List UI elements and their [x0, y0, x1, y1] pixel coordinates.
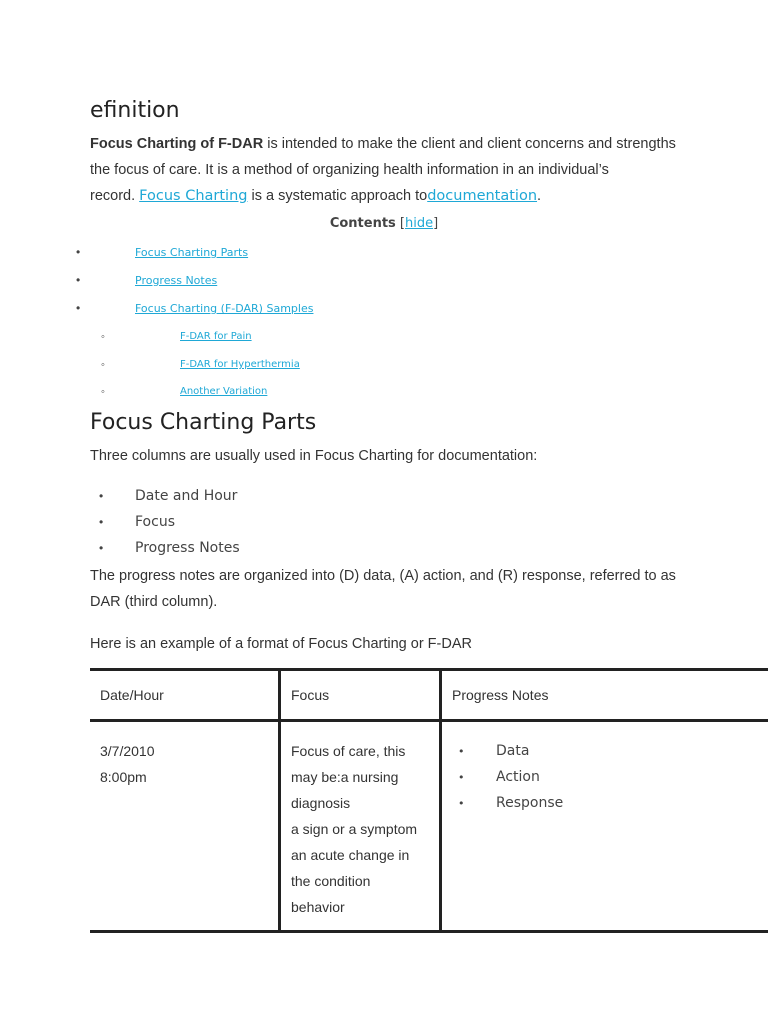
list-item [452, 790, 768, 816]
intro-text-5: . [537, 188, 542, 204]
focus-line: an acute change in [291, 847, 410, 863]
table-header-focus: Focus [280, 670, 441, 721]
table-cell-progress-notes [441, 721, 768, 932]
list-bullet: • [99, 489, 104, 503]
table-header-row [90, 670, 768, 721]
focus-line: Focus of care, this [291, 743, 406, 759]
section-heading-focus-charting-parts: Focus Charting Parts [90, 410, 317, 435]
table-row [90, 721, 768, 932]
intro-text-3: record. [90, 188, 140, 204]
focus-line: diagnosis [291, 795, 351, 811]
intro-text-4: is a systematic approach to [247, 188, 428, 204]
table-cell-focus [280, 721, 441, 932]
intro-bold-term: Focus Charting of F-DAR [90, 136, 264, 152]
toc-bullet: • [76, 301, 81, 315]
toc-item-fdar-samples[interactable]: Focus Charting (F-DAR) Samples [135, 302, 314, 315]
list-item [452, 738, 768, 764]
toc-sub-bullet: ◦ [101, 386, 105, 398]
toc-item-focus-charting-parts[interactable]: Focus Charting Parts [135, 246, 249, 259]
progress-note-data: Data [496, 743, 530, 759]
table-date: 3/7/2010 [100, 743, 155, 759]
table-header-progress-notes: Progress Notes [441, 670, 768, 721]
dar-explanation-line-2: DAR (third column). [90, 594, 218, 610]
toc-bullet: • [76, 245, 81, 259]
toc-sub-bullet: ◦ [101, 359, 105, 371]
contents-open-bracket: [ [399, 216, 405, 231]
table-of-contents-header [0, 216, 768, 231]
progress-note-action: Action [496, 769, 540, 785]
list-bullet: • [99, 541, 104, 555]
list-bullet: • [458, 797, 465, 810]
toc-item-progress-notes[interactable]: Progress Notes [135, 274, 218, 287]
focus-line: behavior [291, 899, 345, 915]
section-heading-definition: efinition [90, 98, 180, 123]
example-intro-text: Here is an example of a format of Focus Charting or F-DAR [90, 636, 472, 652]
list-bullet: • [458, 745, 465, 758]
dar-explanation-paragraph [90, 563, 710, 615]
contents-title: Contents [329, 216, 396, 231]
intro-text-1: is intended to make the client and client concerns and strengths [263, 136, 676, 152]
toc-subitem-fdar-hyperthermia[interactable]: F-DAR for Hyperthermia [180, 359, 300, 370]
list-item [452, 764, 768, 790]
columns-intro-text: Three columns are usually used in Focus Charting for documentation: [90, 448, 538, 464]
focus-charting-link[interactable]: Focus Charting [139, 188, 248, 204]
dar-explanation-line-1: The progress notes are organized into (D) data, (A) action, and (R) response, referred to as [90, 568, 676, 584]
intro-paragraph [90, 131, 690, 209]
list-bullet: • [458, 771, 465, 784]
toc-subitem-another-variation[interactable]: Another Variation [180, 386, 268, 397]
fdar-example-table [90, 668, 768, 933]
focus-line: the condition [291, 873, 371, 889]
progress-note-response: Response [496, 795, 564, 811]
list-bullet: • [99, 515, 104, 529]
focus-line: a sign or a symptom [291, 821, 418, 837]
column-item-progress-notes: Progress Notes [135, 540, 240, 556]
intro-text-2: the focus of care. It is a method of organizing health information in an individual’s [90, 162, 609, 178]
contents-close-bracket: ] [433, 216, 439, 231]
documentation-link[interactable]: documentation [427, 188, 538, 204]
table-time: 8:00pm [100, 769, 147, 785]
toc-subitem-fdar-pain[interactable]: F-DAR for Pain [180, 331, 252, 342]
contents-hide-link[interactable]: hide [405, 216, 434, 231]
progress-notes-list [452, 738, 768, 816]
column-item-date-hour: Date and Hour [135, 488, 238, 504]
column-item-focus: Focus [135, 514, 175, 530]
table-header-date-hour: Date/Hour [90, 670, 280, 721]
table-cell-date-hour [90, 721, 280, 932]
toc-sub-bullet: ◦ [101, 331, 105, 343]
toc-bullet: • [76, 273, 81, 287]
focus-line: may be:a nursing [291, 769, 399, 785]
